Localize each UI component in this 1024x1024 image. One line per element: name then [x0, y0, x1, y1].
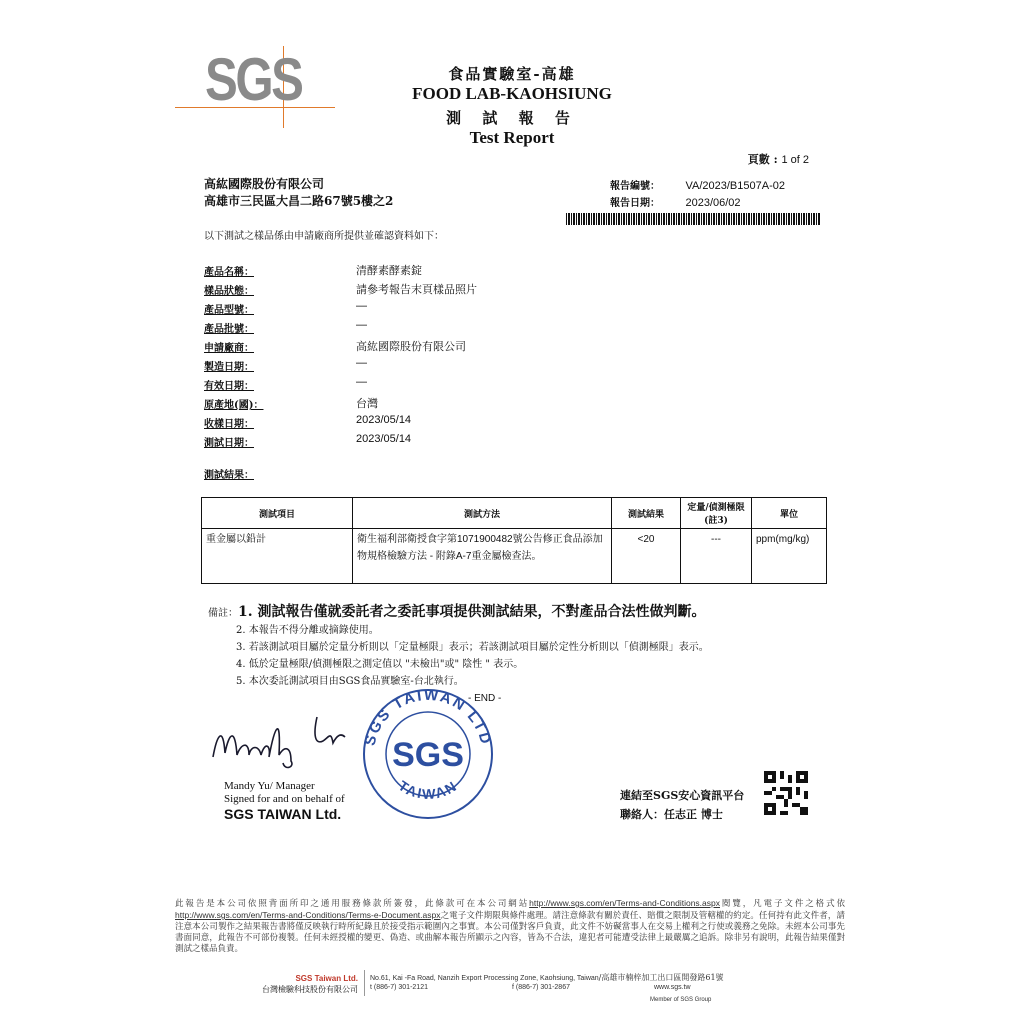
results-label: 測試結果：	[204, 470, 254, 481]
cell-result: <20	[612, 529, 681, 584]
note-4: 4. 低於定量極限/偵測極限之測定值以 "未檢出"或" 陰性 " 表示。	[236, 659, 524, 670]
field-label-received-date: 收樣日期：	[204, 419, 254, 430]
th-unit: 單位	[752, 498, 827, 529]
notes-label: 備註：	[208, 608, 238, 619]
field-label-exp-date: 有效日期：	[204, 381, 254, 392]
field-label-test-date: 測試日期：	[204, 438, 254, 449]
platform-link[interactable]: 連結至SGS安心資訊平台	[620, 789, 745, 802]
company-seal-icon	[360, 686, 496, 822]
barcode	[566, 213, 821, 225]
footer-link-terms[interactable]: http://www.sgs.com/en/Terms-and-Conditions.aspx	[529, 898, 720, 908]
page-label: 頁數 :	[747, 153, 778, 166]
field-label-batch: 產品批號：	[204, 324, 254, 335]
note-5: 5. 本次委託測試項目由SGS食品實驗室-台北執行。	[236, 676, 464, 687]
address-company-en: SGS Taiwan Ltd.	[295, 974, 358, 983]
lab-title-en: FOOD LAB-KAOHSIUNG	[412, 84, 612, 103]
seal-top-text: SGS TAIWAN LTD	[361, 686, 495, 748]
cell-method: 衛生福利部衛授食字第1071900482號公告修正食品添加物規格檢驗方法 - 附錄A-7重金屬檢查法。	[353, 529, 612, 584]
lab-title-zh: 食品實驗室-高雄	[448, 65, 576, 83]
report-date-value: 2023/06/02	[685, 197, 741, 209]
table-row	[202, 529, 827, 584]
field-value-sample-status: 請參考報告末頁樣品照片	[356, 284, 477, 296]
results-table	[201, 497, 827, 584]
field-label-origin: 原產地(國)：	[204, 400, 264, 411]
footer-text-3: 之電子文件期限與條件處理。請注意條款有關於責任、賠償之限制及管轄權的約定。任何持有此文件者，請注意本公司製作之結果報告書將僅反映執行時所紀錄且於接受指示範圍內之事實。本公司僅對客戶負責，此文件不妨礙當事人在交易上權利之行使或義務之免除。未經本公司事先書面同意，此報告不可部份複製。任何未經授權的變更、偽造、或曲解本報告所顯示之內容，皆為不合法，違犯者可能遭受法律上最嚴厲之追訴。除非另有說明，此報告結果僅對測試之樣品負責。	[175, 911, 845, 954]
report-number-value: VA/2023/B1507A-02	[685, 180, 785, 192]
th-limit: 定量/偵測極限(註3)	[681, 498, 752, 529]
report-number-label: 報告編號：	[610, 181, 660, 192]
field-value-product-name: 清酵素酵素錠	[356, 265, 422, 277]
footer-text-2: 閱覽，凡電子文件之格式依	[720, 899, 845, 909]
qr-code-icon[interactable]	[764, 771, 808, 815]
address-fax: f (886-7) 301-2867	[512, 984, 570, 991]
report-title-zh: 測 試 報 告	[446, 109, 578, 127]
field-value-model: —	[356, 300, 367, 312]
address-zh: /高雄市楠梓加工出口區開發路61號	[598, 973, 724, 982]
address-web[interactable]: www.sgs.tw	[654, 984, 691, 991]
signer-block	[224, 780, 345, 806]
svg-text:TAIWAN	[396, 777, 461, 802]
footer-text-1: 此報告是本公司依照背面所印之通用服務條款所簽發，此條款可在本公司網站	[175, 899, 530, 909]
client-address: 高雄市三民區大昌二路67號5樓之2	[204, 194, 394, 208]
client-block	[204, 176, 393, 210]
note-2: 2. 本報告不得分離或摘錄使用。	[236, 625, 379, 636]
page-value: 1 of 2	[781, 154, 809, 166]
address-en: No.61, Kai -Fa Road, Nanzih Export Processing Zone, Kaohsiung, Taiwan	[370, 975, 599, 982]
report-date	[610, 194, 741, 209]
field-label-product-name: 產品名稱：	[204, 267, 254, 278]
field-value-applicant: 高紘國際股份有限公司	[356, 341, 466, 353]
cell-item: 重金屬以鉛計	[202, 529, 353, 584]
field-label-model: 產品型號：	[204, 305, 254, 316]
field-value-batch: —	[356, 319, 367, 331]
signer-behalf: Signed for and on behalf of	[224, 793, 345, 805]
address-company-zh: 台灣檢驗科技股份有限公司	[262, 985, 358, 994]
platform-contact: 聯絡人：任志正 博士	[620, 808, 723, 821]
end-marker: - END -	[468, 693, 502, 704]
address-line	[370, 972, 724, 983]
cell-limit: ---	[681, 529, 752, 584]
report-title-en: Test Report	[469, 128, 555, 147]
field-label-applicant: 申請廠商：	[204, 343, 254, 354]
report-date-label: 報告日期：	[610, 198, 660, 209]
note-1: 1. 測試報告僅就委託者之委託事項提供測試結果，不對產品合法性做判斷。	[238, 604, 706, 620]
footer-legal	[175, 898, 845, 955]
signature-script: Mandy Lu	[205, 705, 211, 706]
field-label-sample-status: 樣品狀態：	[204, 286, 254, 297]
th-item: 測試項目	[202, 498, 353, 529]
signer-company: SGS TAIWAN Ltd.	[224, 806, 342, 822]
field-value-mfg-date: —	[356, 357, 367, 369]
address-divider	[364, 970, 365, 996]
address-company	[230, 973, 358, 995]
field-value-test-date: 2023/05/14	[356, 433, 412, 445]
address-member: Member of SGS Group	[650, 997, 712, 1003]
table-header-row	[202, 498, 827, 529]
seal-center-text: SGS	[392, 736, 464, 774]
address-tel: t (886-7) 301-2121	[370, 984, 428, 991]
field-value-received-date: 2023/05/14	[356, 414, 412, 426]
signer-name: Mandy Yu/ Manager	[224, 780, 315, 792]
field-value-exp-date: —	[356, 376, 367, 388]
note-3: 3. 若該測試項目屬於定量分析則以「定量極限」表示；若該測試項目屬於定性分析則以「偵測極限」表示。	[236, 642, 709, 653]
client-name: 高紘國際股份有限公司	[204, 177, 325, 191]
report-number	[610, 177, 785, 192]
signature-icon	[205, 705, 355, 775]
th-result: 測試結果	[612, 498, 681, 529]
sgs-logo: SGS	[205, 46, 302, 113]
field-label-mfg-date: 製造日期：	[204, 362, 254, 373]
page-count	[748, 151, 809, 167]
footer-link-edoc[interactable]: http://www.sgs.com/en/Terms-and-Conditions/Terms-e-Document.aspx	[175, 910, 441, 920]
field-value-origin: 台灣	[356, 398, 378, 410]
cell-unit: ppm(mg/kg)	[752, 529, 827, 584]
seal-bottom-text: TAIWAN	[395, 777, 461, 803]
intro-text: 以下測試之樣品係由申請廠商所提供並確認資料如下：	[204, 231, 444, 242]
th-method: 測試方法	[353, 498, 612, 529]
